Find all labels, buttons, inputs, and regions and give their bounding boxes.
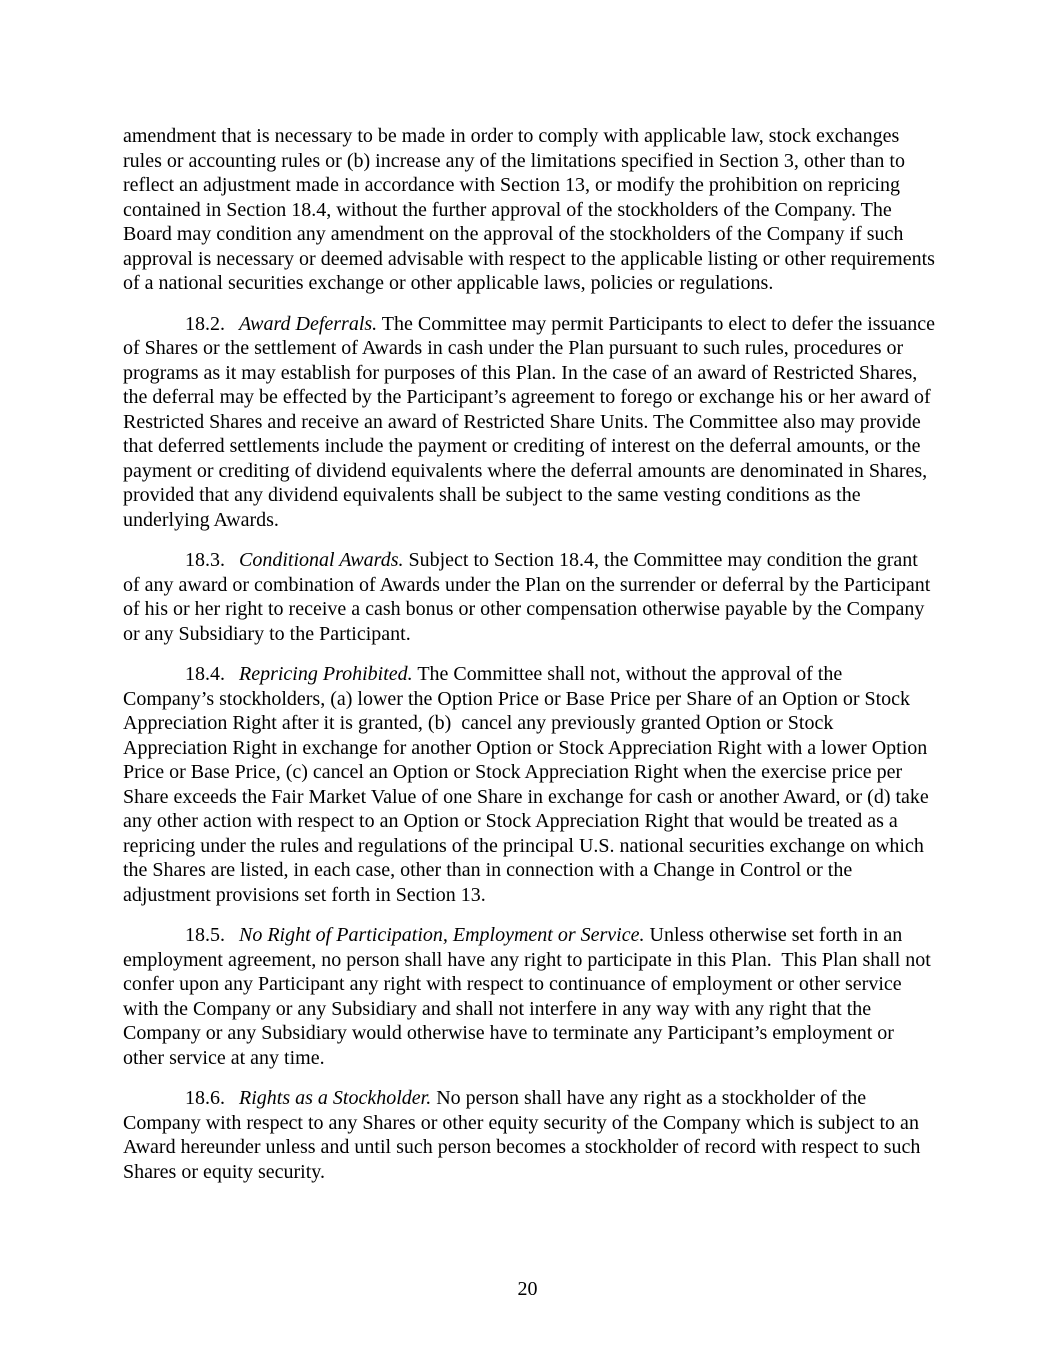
section-18-2 — [123, 312, 935, 533]
section-number: 18.3. — [185, 549, 225, 571]
section-body: The Committee shall not, without the approval of the Company’s stockholders, (a) lower the Option Price or Base Price per Share of an Option or Stock Appreciation Right after it is granted, (b) cancel any previously granted Option or Stock Appreciation Right in exchange for another Option or Stock Appreciation Right with a lower Option Price or Base Price, (c) cancel an Option or Stock Appreciation Right when the exercise price per Share exceeds the Fair Market Value of one Share in exchange for cash or another Award, or (d) take any other action with respect to an Option or Stock Appreciation Right that would be treated as a repricing under the rules and regulations of the principal U.S. national securities exchange on which the Shares are listed, in each case, other than in connection with a Change in Control or the adjustment provisions set forth in Section 13. — [123, 663, 929, 906]
document-content — [123, 124, 935, 1200]
section-body: The Committee may permit Participants to elect to defer the issuance of Shares or the settlement of Awards in cash under the Plan pursuant to such rules, procedures or programs as it may establish for purposes of this Plan. In the case of an award of Restricted Shares, the deferral may be effected by the Participant’s agreement to forego or exchange his or her award of Restricted Shares and receive an award of Restricted Share Units. The Committee also may provide that deferred settlements include the payment or crediting of interest on the deferral amounts, or the payment or crediting of dividend equivalents where the deferral amounts are denominated in Shares, provided that any dividend equivalents shall be subject to the same vesting conditions as the underlying Awards. — [123, 312, 935, 531]
section-title: Award Deferrals. — [239, 312, 378, 335]
section-number: 18.5. — [185, 924, 225, 946]
section-title: Rights as a Stockholder. — [239, 1087, 432, 1109]
section-body: Unless otherwise set forth in an employment agreement, no person shall have any right to participate in this Plan. This Plan shall not confer upon any Participant any right with respect to continuance of employment or other service with the Company or any Subsidiary and shall not interfere in any way with any right that the Company or any Subsidiary would otherwise have to terminate any Participant’s employment or other service at any time. — [123, 924, 931, 1069]
section-number: 18.6. — [185, 1087, 225, 1109]
section-18-5 — [123, 923, 935, 1070]
section-18-3 — [123, 548, 935, 646]
section-title: Conditional Awards. — [239, 549, 404, 571]
section-title: No Right of Participation, Employment or Service. — [239, 924, 645, 946]
section-body: Subject to Section 18.4, the Committee may condition the grant of any award or combination of Awards under the Plan on the surrender or deferral by the Participant of his or her right to receive a cash bonus or other compensation otherwise payable by the Company or any Subsidiary to the Participant. — [123, 549, 931, 645]
section-title: Repricing Prohibited. — [239, 663, 413, 685]
section-body: No person shall have any right as a stockholder of the Company with respect to any Shares or other equity security of the Company which is subject to an Award hereunder unless and until such person becomes a stockholder of record with respect to such Shares or equity security. — [123, 1087, 921, 1183]
section-number: 18.2. — [185, 312, 225, 335]
section-18-6 — [123, 1086, 935, 1184]
section-18-4 — [123, 662, 935, 907]
section-number: 18.4. — [185, 663, 225, 685]
page-number: 20 — [517, 1278, 538, 1300]
paragraph-intro: amendment that is necessary to be made in order to comply with applicable law, stock exchanges rules or accounting rules or (b) increase any of the limitations specified in Section 3, other than to reflect an adjustment made in accordance with Section 13, or modify the prohibition on repricing contained in Section 18.4, without the further approval of the stockholders of the Company. The Board may condition any amendment on the approval of the stockholders of the Company if such approval is necessary or deemed advisable with respect to the applicable listing or other requirements of a national securities exchange or other applicable laws, policies or regulations. — [123, 125, 935, 294]
